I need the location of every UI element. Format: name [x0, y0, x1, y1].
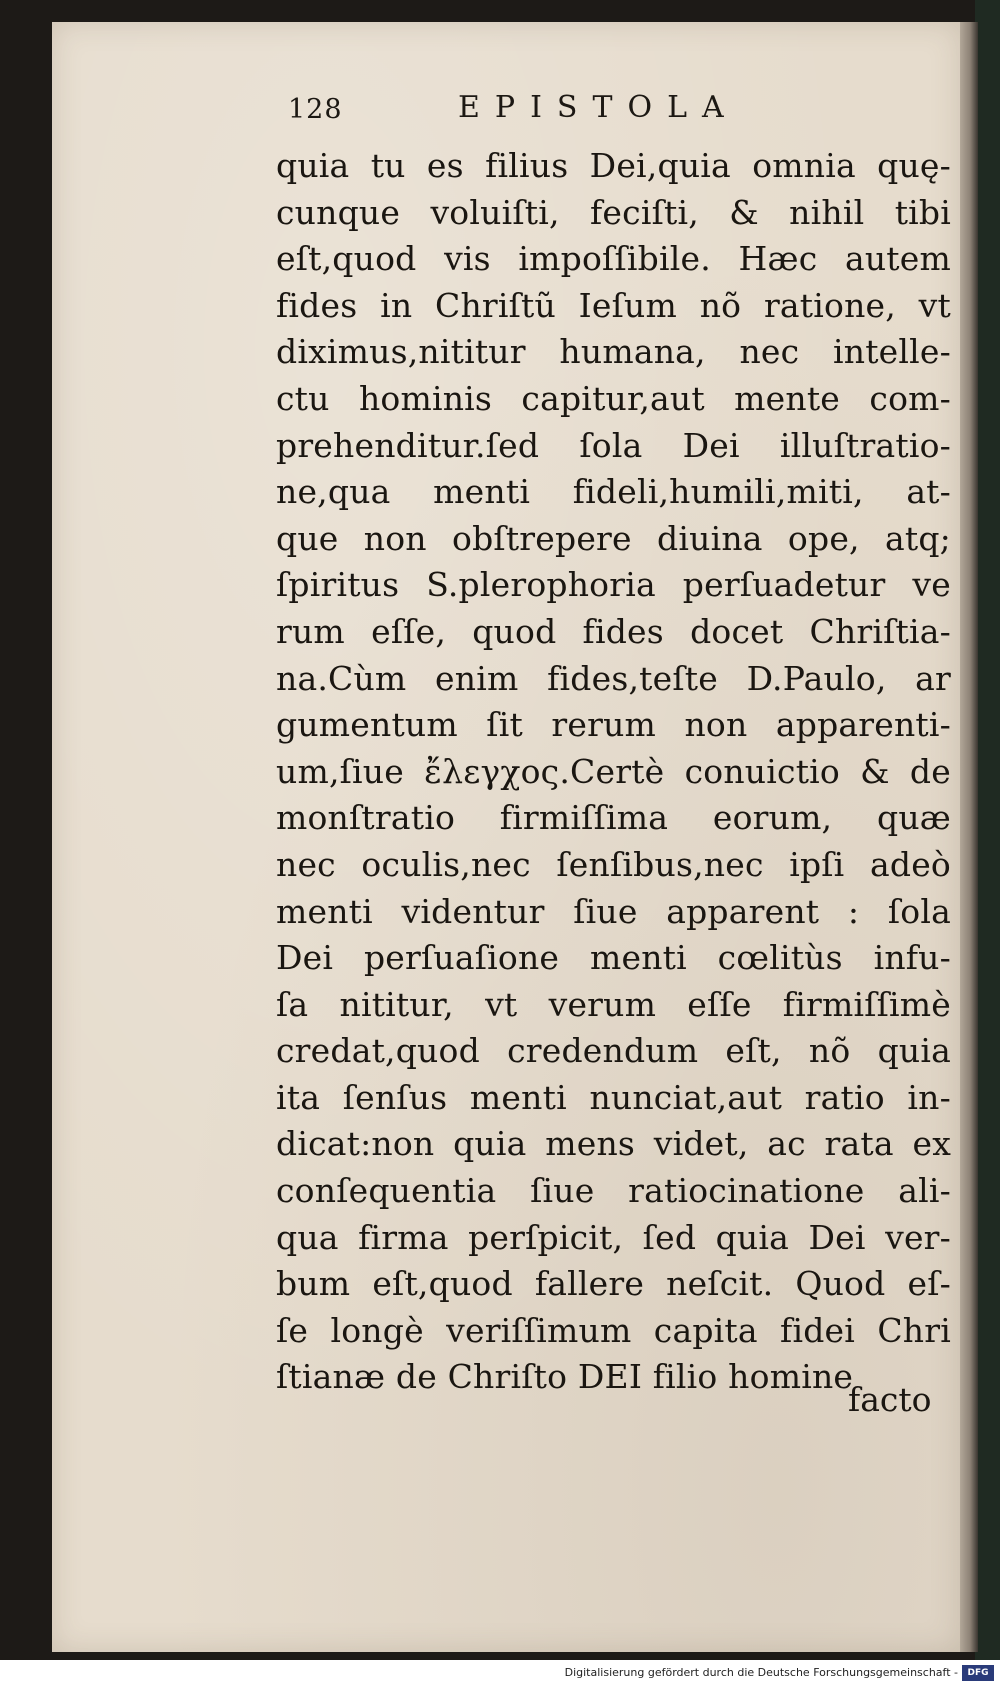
text-line: Dei perſuaſione menti cœlitùs infu- [276, 938, 951, 978]
text-line: eſt,quod vis impoſſibile. Hæc autem [276, 239, 951, 279]
text-line: ſa nititur, vt verum eſſe firmiſſimè [276, 984, 951, 1024]
page-header [288, 88, 758, 132]
body-text [276, 143, 951, 1401]
text-line: na.Cùm enim fides,teſte D.Paulo, ar [276, 658, 951, 698]
text-line: diximus,nititur humana, nec intelle- [276, 332, 951, 372]
text-line: rum eſſe, quod fides docet Chriſtia- [276, 611, 951, 651]
text-line: ſtianæ de Chriſto DEI filio homine [276, 1357, 854, 1397]
binding-board [975, 0, 1000, 1660]
catchword: facto [848, 1380, 932, 1419]
text-line: credat,quod credendum eſt, nõ quia [276, 1031, 951, 1071]
text-line: que non obſtrepere diuina ope, atq; [276, 518, 951, 558]
text-line: um,ſiue ἔλεγχος.Certè conuictio & de [276, 751, 951, 791]
text-line: ctu hominis capitur,aut mente com- [276, 378, 951, 418]
funding-credit: Digitalisierung gefördert durch die Deutsche Forschungsgemeinschaft - [564, 1666, 958, 1679]
text-line: ita ſenſus menti nunciat,aut ratio in- [276, 1077, 951, 1117]
text-line: fides in Chriſtũ Ieſum nõ ratione, vt [276, 285, 951, 325]
text-line: prehenditur.ſed ſola Dei illuſtratio- [276, 425, 951, 465]
text-line: nec oculis,nec ſenſibus,nec ipſi adeò [276, 844, 951, 884]
running-head: EPISTOLA [458, 90, 739, 125]
text-line: ſe longè veriſſimum capita fidei Chri [276, 1310, 951, 1350]
digitization-footer [0, 1660, 1000, 1689]
text-line: menti videntur ſiue apparent : ſola [276, 891, 951, 931]
text-line: monſtratio firmiſſima eorum, quæ [276, 798, 951, 838]
text-line: bum eſt,quod fallere neſcit. Quod eſ- [276, 1264, 951, 1304]
text-line: gumentum ſit rerum non apparenti- [276, 705, 951, 745]
text-line: cunque voluiſti, feciſti, & nihil tibi [276, 192, 951, 232]
text-line: ſpiritus S.plerophoria perſuadetur ve [276, 565, 951, 605]
text-line: quia tu es filius Dei,quia omnia quę- [276, 146, 951, 185]
page-number: 128 [288, 94, 343, 125]
text-line: dicat:non quia mens videt, ac rata ex [276, 1124, 951, 1164]
dfg-logo: DFG [962, 1665, 994, 1681]
text-line: qua firma perſpicit, ſed quia Dei ver- [276, 1217, 951, 1257]
text-line: ne,qua menti fideli,humili,miti, at- [276, 472, 951, 512]
page-edge-shadow [958, 22, 978, 1652]
text-line: conſequentia ſiue ratiocinatione ali- [276, 1171, 951, 1211]
